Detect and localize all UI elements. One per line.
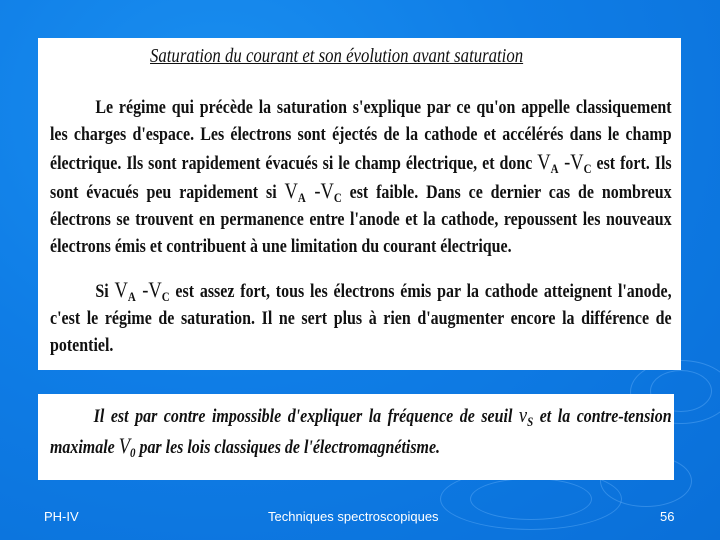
paragraph-saturation <box>50 276 672 359</box>
subscript-a: A <box>550 161 559 176</box>
subscript-c: C <box>583 161 592 176</box>
paragraph-space-charge <box>50 94 672 260</box>
paragraph-classical-limit <box>50 400 672 462</box>
text-run: Le régime qui précède la saturation s'explique par ce qu'on appelle classiquement les charges d'espace. Les électrons sont éjectés de la cathode et accélérés dans le champ électrique. Ils sont rapidement évacués si le champ électrique, et donc <box>50 97 672 174</box>
text-run: par les lois classiques de l'électromagnétisme. <box>135 437 441 458</box>
text-run: est faible. Dans ce dernier cas de nombreux électrons se trouvent en permanence entre l'anode et la cathode, repoussent les nouveaux électrons émis et contribuent à une limitation du courant électrique. <box>50 182 672 257</box>
symbol-nu: ν <box>518 402 528 427</box>
text-run: et la contre-tension maximale <box>50 406 672 458</box>
text-run: Si <box>95 281 115 302</box>
symbol-minus-v: -V <box>305 178 334 203</box>
subscript-a: A <box>127 289 136 304</box>
symbol-v: V <box>118 433 131 458</box>
section-heading: Saturation du courant et son évolution avant saturation <box>150 46 524 67</box>
symbol-v: V <box>114 277 128 302</box>
text-run: est fort. Ils sont évacués peu rapidement si <box>50 153 672 203</box>
subscript-c: C <box>161 289 170 304</box>
subscript-a: A <box>297 190 306 205</box>
text-run: Il est par contre impossible d'expliquer la fréquence de seuil <box>93 406 519 427</box>
symbol-v: V <box>284 178 298 203</box>
symbol-minus-v: -V <box>135 277 162 302</box>
text-run: est assez fort, tous les électrons émis par la cathode atteignent l'anode, c'est le régime de saturation. Il ne sert plus à rien d'augmenter encore la différence de potentiel. <box>50 281 672 356</box>
footer-course-title: Techniques spectroscopiques <box>268 509 439 524</box>
content-panel <box>38 38 681 370</box>
subscript-zero: 0 <box>130 445 136 460</box>
symbol-minus-v: -V <box>558 149 584 174</box>
footer-page-number: 56 <box>660 509 675 524</box>
conclusion-panel <box>38 394 674 480</box>
subscript-c: C <box>333 190 342 205</box>
footer-course-code: PH-IV <box>44 509 79 524</box>
subscript-s: S <box>527 414 534 429</box>
symbol-v: V <box>537 149 551 174</box>
